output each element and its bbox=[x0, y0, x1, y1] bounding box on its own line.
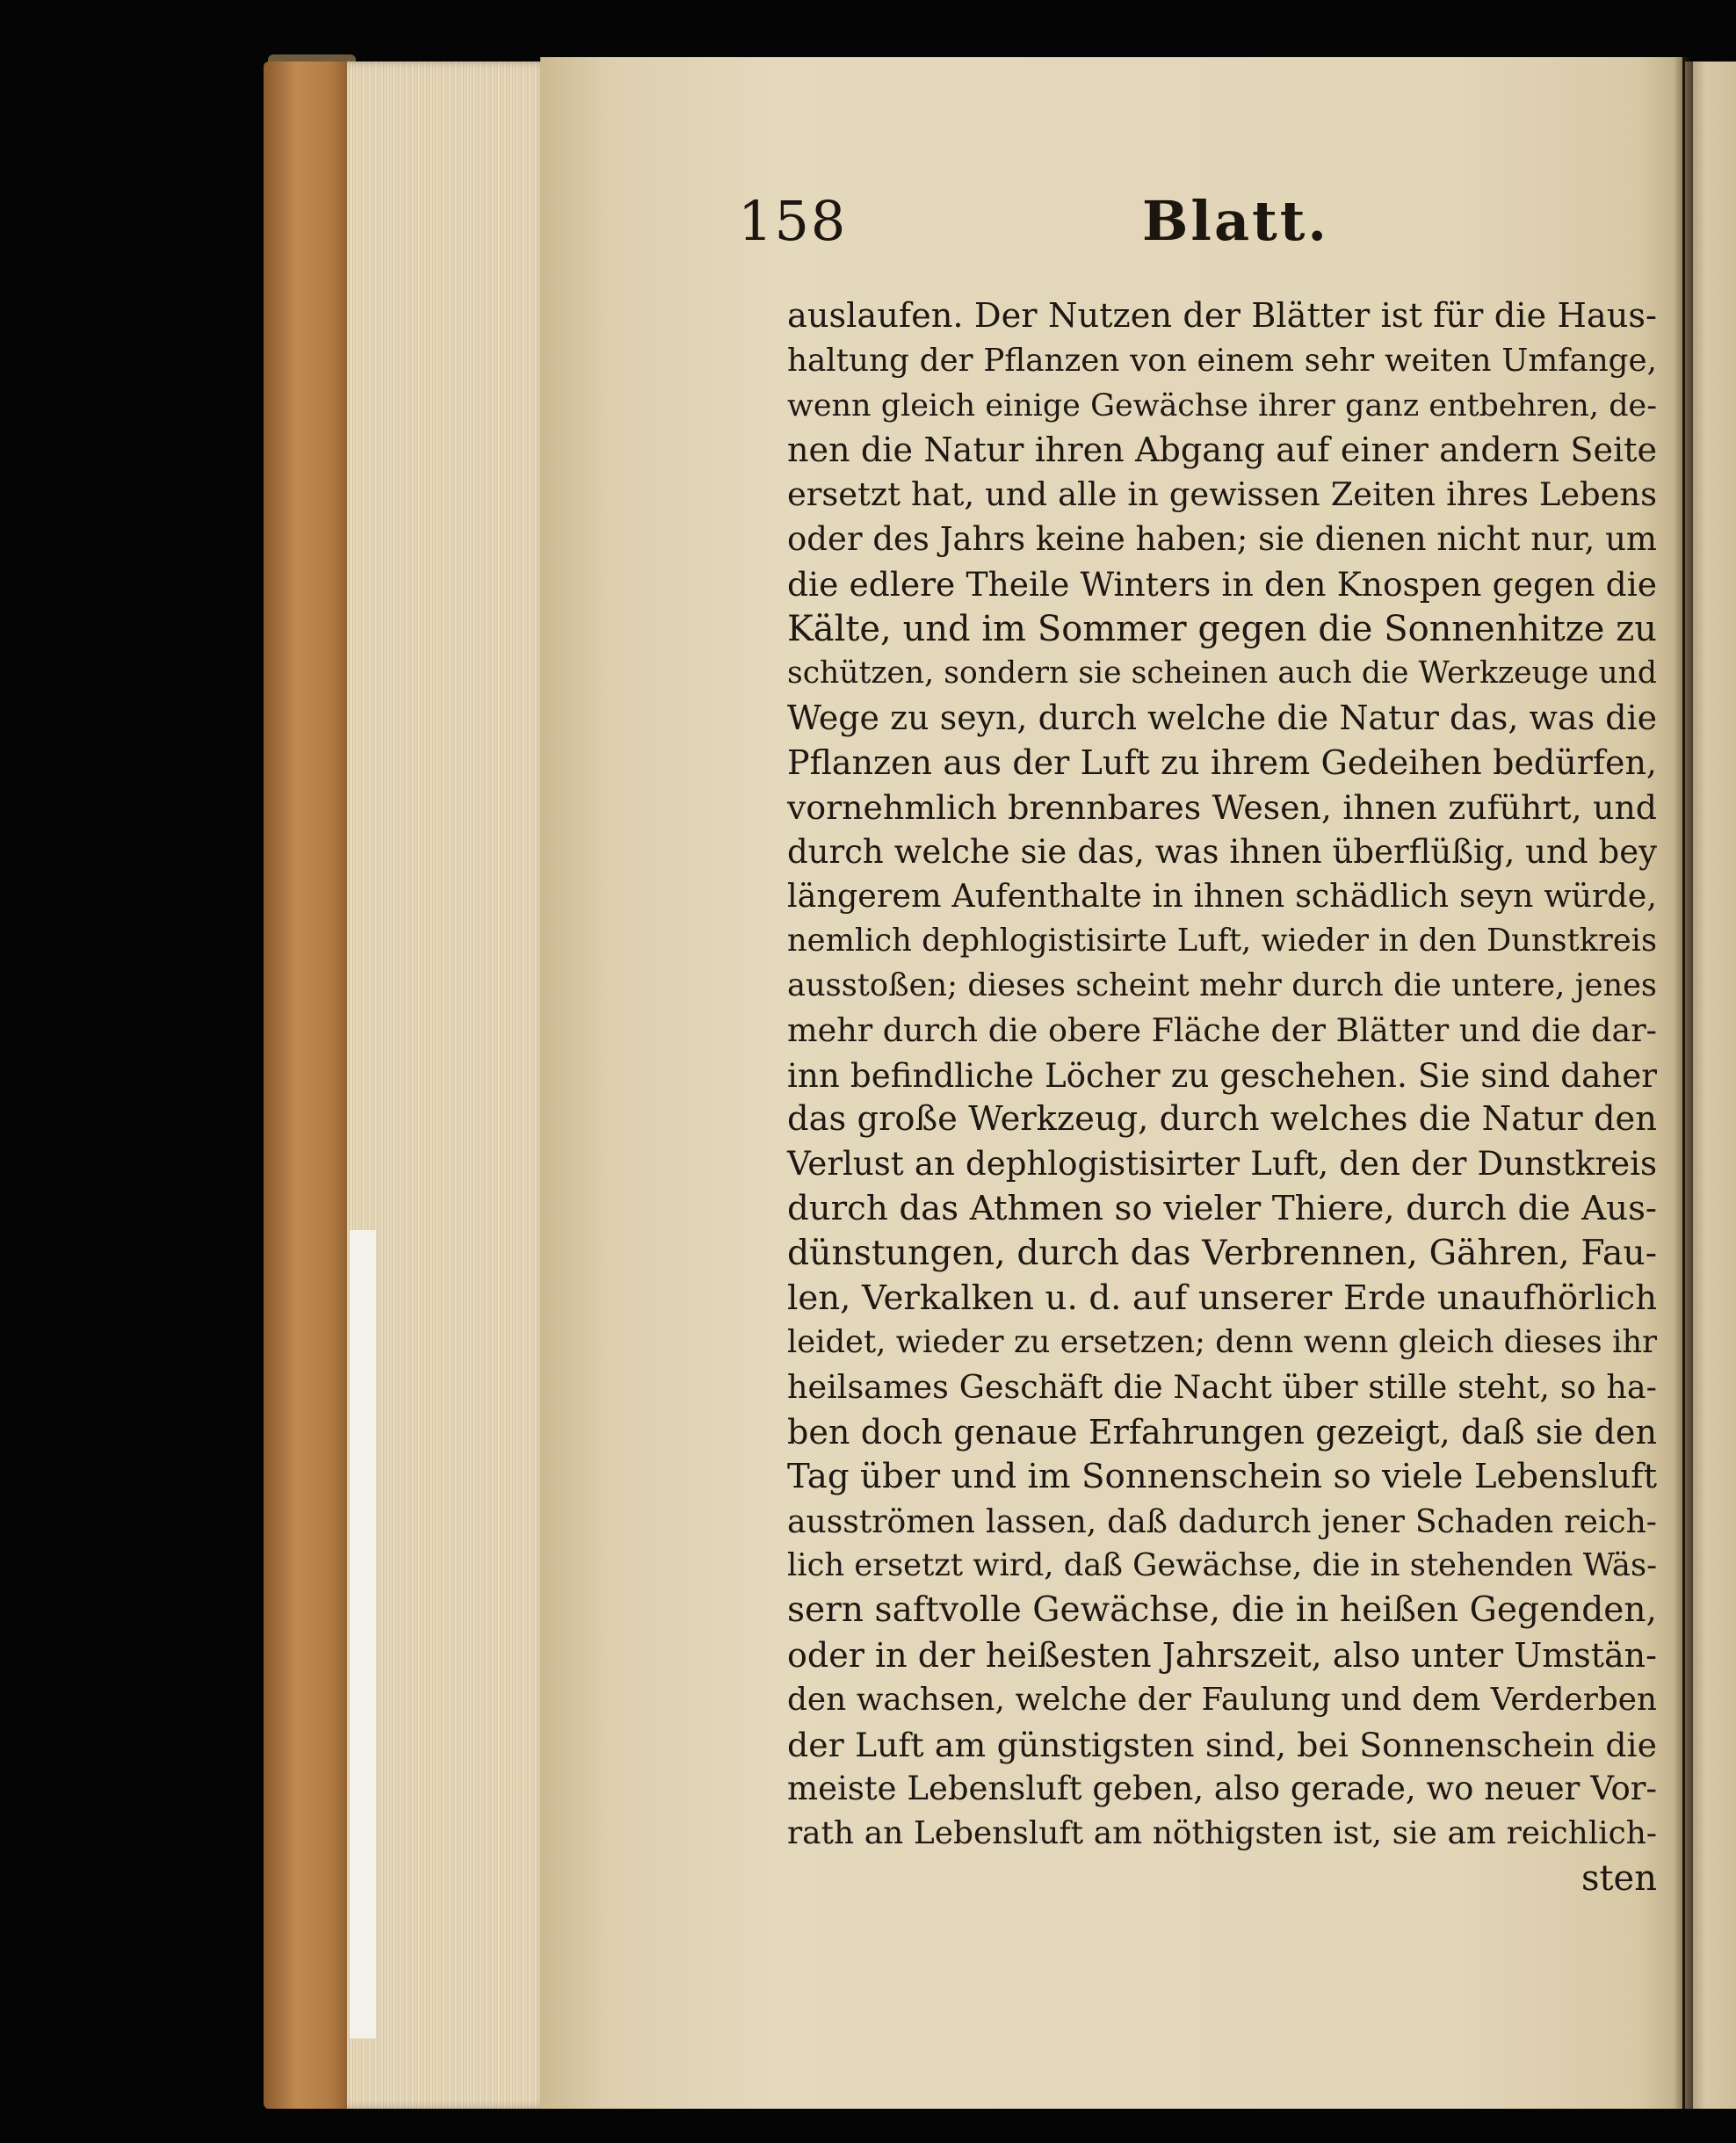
text-line: durch welche sie das, was ihnen überflüßig, und bey bbox=[787, 832, 1657, 871]
text-line: der Luft am günstigsten sind, bei Sonnenschein die bbox=[787, 1725, 1657, 1764]
text-line: haltung der Pflanzen von einem sehr weiten Umfange, bbox=[787, 342, 1657, 379]
text-line: len, Verkalken u. d. auf unserer Erde unaufhörlich bbox=[787, 1278, 1657, 1318]
text-line: sern saftvolle Gewächse, die in heißen Gegenden, bbox=[787, 1590, 1657, 1631]
text-line: dünstungen, durch das Verbrennen, Gähren, Fau- bbox=[787, 1233, 1657, 1273]
text-line: Wege zu seyn, durch welche die Natur das, was die bbox=[787, 699, 1657, 738]
text-line: Kälte, und im Sommer gegen die Sonnenhitze zu bbox=[787, 608, 1657, 649]
body-text bbox=[787, 294, 1657, 1901]
text-line: Pflanzen aus der Luft zu ihrem Gedeihen bedürfen, bbox=[787, 742, 1657, 782]
text-line: auslaufen. Der Nutzen der Blätter ist für die Haus- bbox=[787, 296, 1657, 336]
text-line: ausströmen lassen, daß dadurch jener Schaden reich- bbox=[787, 1502, 1657, 1540]
text-line: schützen, sondern sie scheinen auch die Werkzeuge und bbox=[787, 655, 1657, 691]
text-line: mehr durch die obere Fläche der Blätter und die dar- bbox=[787, 1010, 1657, 1049]
text-line: nemlich dephlogistisirte Luft, wieder in den Dunstkreis bbox=[787, 923, 1657, 959]
text-line: wenn gleich einige Gewächse ihrer ganz entbehren, de- bbox=[787, 387, 1657, 424]
page-gutter bbox=[1674, 57, 1693, 2109]
running-head: Blatt. bbox=[1142, 189, 1329, 253]
text-line: den wachsen, welche der Faulung und dem Verderben bbox=[787, 1681, 1657, 1718]
page-header bbox=[738, 189, 1652, 268]
text-line: Tag über und im Sonnenschein so viele Lebensluft bbox=[787, 1456, 1657, 1496]
text-line: durch das Athmen so vieler Thiere, durch die Aus- bbox=[787, 1188, 1657, 1228]
text-line: nen die Natur ihren Abgang auf einer andern Seite bbox=[787, 431, 1657, 470]
page-edges bbox=[347, 62, 549, 2109]
text-line: ausstoßen; dieses scheint mehr durch die untere, jenes bbox=[787, 967, 1657, 1003]
text-line: ersetzt hat, und alle in gewissen Zeiten ihres Lebens bbox=[787, 475, 1657, 514]
text-line: meiste Lebensluft geben, also gerade, wo neuer Vor- bbox=[787, 1770, 1657, 1808]
text-line: inn befindliche Löcher zu geschehen. Sie sind daher bbox=[787, 1055, 1657, 1095]
text-line: oder des Jahrs keine haben; sie dienen nicht nur, um bbox=[787, 519, 1657, 558]
text-line: längerem Aufenthalte in ihnen schädlich seyn würde, bbox=[787, 877, 1657, 916]
text-line: lich ersetzt wird, daß Gewächse, die in stehenden Wäs- bbox=[787, 1547, 1657, 1584]
text-line: oder in der heißesten Jahrszeit, also unter Umstän- bbox=[787, 1635, 1657, 1675]
text-line: die edlere Theile Winters in den Knospen gegen die bbox=[787, 564, 1657, 604]
text-line: rath an Lebensluft am nöthigsten ist, sie am reichlich- bbox=[787, 1815, 1657, 1852]
page-number: 158 bbox=[738, 189, 848, 253]
book-cover bbox=[264, 62, 360, 2109]
catchword: sten bbox=[1580, 1857, 1657, 1899]
text-line: heilsames Geschäft die Nacht über stille steht, so ha- bbox=[787, 1368, 1657, 1407]
text-line: das große Werkzeug, durch welches die Natur den bbox=[787, 1099, 1657, 1140]
text-line: leidet, wieder zu ersetzen; denn wenn gleich dieses ihr bbox=[787, 1324, 1657, 1361]
text-line: vornehmlich brennbares Wesen, ihnen zuführt, und bbox=[787, 787, 1657, 827]
text-line: Verlust an dephlogistisirter Luft, den der Dunstkreis bbox=[787, 1145, 1657, 1184]
page-edge-highlight bbox=[350, 1230, 376, 2038]
text-line: ben doch genaue Erfahrungen gezeigt, daß sie den bbox=[787, 1412, 1657, 1452]
